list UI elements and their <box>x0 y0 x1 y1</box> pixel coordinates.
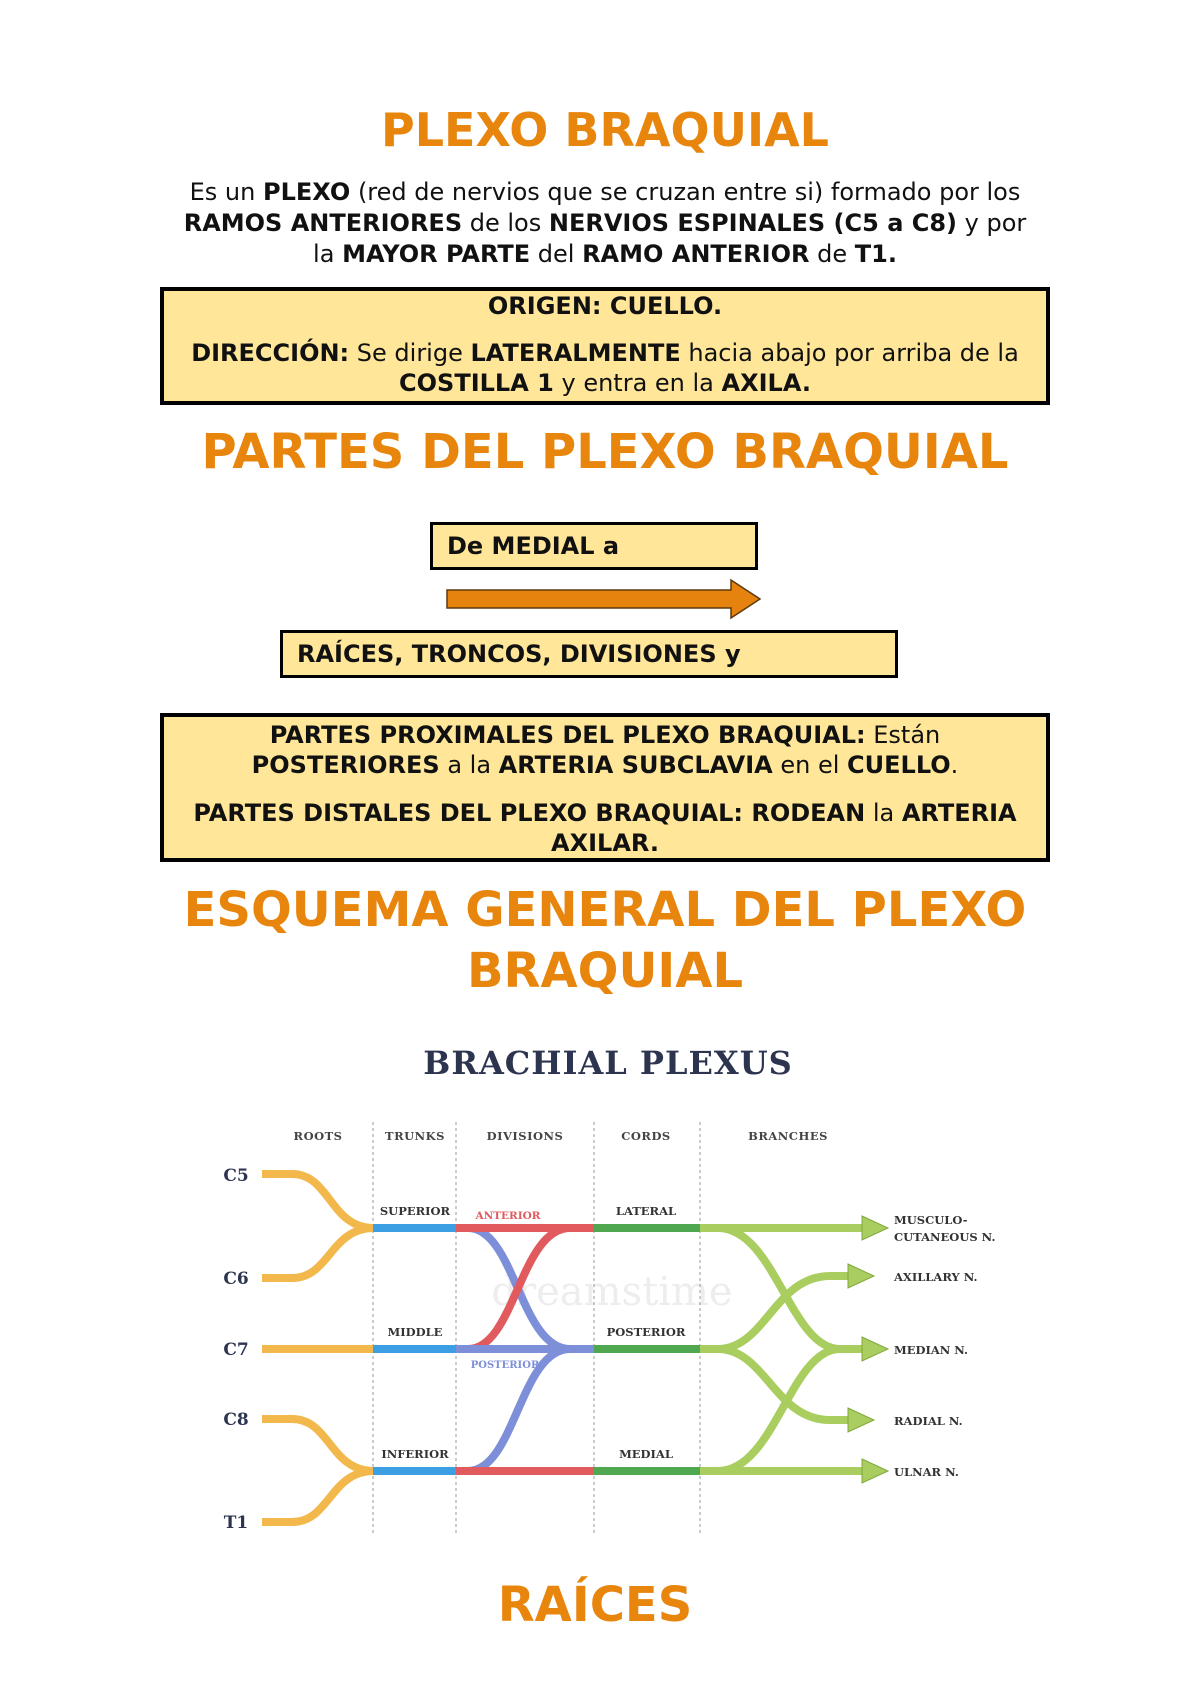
distal-parts-line <box>164 798 1046 828</box>
bold-text: PARTES PROXIMALES DEL PLEXO BRAQUIAL: <box>269 721 866 749</box>
plain-text: y por <box>957 209 1027 237</box>
bold-text: RAMOS ANTERIORES <box>183 209 463 237</box>
bold-text: DIRECCIÓN: <box>191 339 350 367</box>
intro-paragraph <box>10 177 1200 270</box>
bold-text: CUELLO <box>847 751 951 779</box>
root-t1-nerve <box>262 1471 374 1522</box>
plain-text: Se dirige <box>349 339 471 367</box>
intro-line <box>10 239 1200 270</box>
plain-text: a la <box>439 751 499 779</box>
trunk-label-superior: SUPERIOR <box>379 1204 451 1218</box>
bold-text: ARTERIA SUBCLAVIA <box>498 751 773 779</box>
distal-parts-line <box>164 828 1046 858</box>
plain-text: . <box>950 751 959 779</box>
bold-text: PARTES DISTALES DEL PLEXO BRAQUIAL: RODEAN <box>193 799 866 827</box>
bold-text: RAMO ANTERIOR <box>582 240 810 268</box>
cord-label-medial: MEDIAL <box>619 1447 673 1461</box>
root-label-c8: C8 <box>223 1410 249 1430</box>
column-header-cords: CORDS <box>621 1129 671 1143</box>
branch-label-musculocutaneous: CUTANEOUS N. <box>894 1230 996 1244</box>
plain-text: Es un <box>189 178 263 206</box>
proximal-parts-line <box>164 720 1046 750</box>
brachial-plexus-diagram <box>0 1020 1200 1560</box>
root-label-c7: C7 <box>223 1340 249 1360</box>
branch-label-median: MEDIAN N. <box>894 1343 969 1357</box>
order-start-box: De MEDIAL a <box>430 522 758 570</box>
diagram-title: BRACHIAL PLEXUS <box>423 1044 793 1082</box>
bold-text: LATERALMENTE <box>470 339 681 367</box>
bold-text: PLEXO <box>262 178 351 206</box>
bold-text: ORIGEN: CUELLO. <box>487 292 723 320</box>
location-box <box>160 713 1050 862</box>
proximal-parts-line <box>164 750 1046 780</box>
bold-text: T1. <box>854 240 897 268</box>
trunk-label-middle: MIDDLE <box>387 1325 443 1339</box>
page-title: PLEXO BRAQUIAL <box>381 103 829 157</box>
plain-text: de los <box>462 209 549 237</box>
column-header-trunks: TRUNKS <box>385 1129 445 1143</box>
arrow-right-shape <box>447 580 760 618</box>
watermark: dreamstime <box>491 1269 733 1315</box>
radial-branch <box>700 1349 852 1420</box>
median-arrowhead <box>862 1337 888 1361</box>
scheme-heading <box>10 880 1200 1002</box>
order-sequence-box: RAÍCES, TRONCOS, DIVISIONES y <box>280 630 898 678</box>
plain-text: (red de nervios que se cruzan entre si) formado por los <box>350 178 1021 206</box>
column-header-divisions: DIVISIONS <box>486 1129 564 1143</box>
intro-line <box>10 177 1200 208</box>
bold-text: COSTILLA 1 <box>399 369 554 397</box>
origin-line <box>164 291 1046 321</box>
plain-text: de <box>809 240 855 268</box>
cord-label-lateral: LATERAL <box>615 1204 677 1218</box>
bold-text: POSTERIORES <box>251 751 440 779</box>
branch-label-ulnar: ULNAR N. <box>894 1465 959 1479</box>
plain-text: y entra en la <box>553 369 722 397</box>
bold-text: AXILAR. <box>551 829 659 857</box>
bold-text: NERVIOS ESPINALES (C5 a C8) <box>548 209 958 237</box>
plain-text: Están <box>865 721 941 749</box>
root-label-c6: C6 <box>223 1269 249 1289</box>
origin-direction-box <box>160 287 1050 405</box>
plain-text: en el <box>772 751 848 779</box>
scheme-heading-line: ESQUEMA GENERAL DEL PLEXO <box>183 882 1027 938</box>
root-c5-nerve <box>262 1174 374 1228</box>
plain-text: la <box>313 240 343 268</box>
direction-line <box>164 368 1046 398</box>
ulnar-arrowhead <box>862 1459 888 1483</box>
arrow-right-icon <box>445 578 763 620</box>
medial-root-of-median-branch <box>700 1349 866 1471</box>
root-label-t1: T1 <box>223 1513 249 1533</box>
trunk-label-inferior: INFERIOR <box>381 1447 449 1461</box>
division-label-posterior: POSTERIOR <box>470 1360 540 1371</box>
musculocutaneous-arrowhead <box>862 1216 888 1240</box>
root-label-c5: C5 <box>223 1166 249 1186</box>
root-c8-nerve <box>262 1419 374 1471</box>
plain-text: del <box>530 240 583 268</box>
bold-text: MAYOR PARTE <box>342 240 531 268</box>
bold-text: ARTERIA <box>901 799 1017 827</box>
column-header-roots: ROOTS <box>293 1129 343 1143</box>
axillary-arrowhead <box>848 1264 874 1288</box>
bold-text: AXILA. <box>721 369 811 397</box>
branch-label-axillary: AXILLARY N. <box>894 1270 978 1284</box>
radial-arrowhead <box>848 1408 874 1432</box>
branch-label-radial: RADIAL N. <box>894 1414 963 1428</box>
scheme-heading-line: BRAQUIAL <box>466 943 744 999</box>
parts-heading: PARTES DEL PLEXO BRAQUIAL <box>201 424 1009 480</box>
root-c6-nerve <box>262 1228 374 1278</box>
column-header-branches: BRANCHES <box>748 1129 828 1143</box>
plain-text: la <box>865 799 902 827</box>
branch-label-musculocutaneous: MUSCULO- <box>894 1213 968 1227</box>
plain-text: hacia abajo por arriba de la <box>680 339 1019 367</box>
cord-label-posterior: POSTERIOR <box>606 1325 686 1339</box>
intro-line <box>10 208 1200 239</box>
division-label-anterior: ANTERIOR <box>475 1210 541 1222</box>
roots-heading: RAÍCES <box>497 1577 693 1633</box>
direction-line <box>164 338 1046 368</box>
